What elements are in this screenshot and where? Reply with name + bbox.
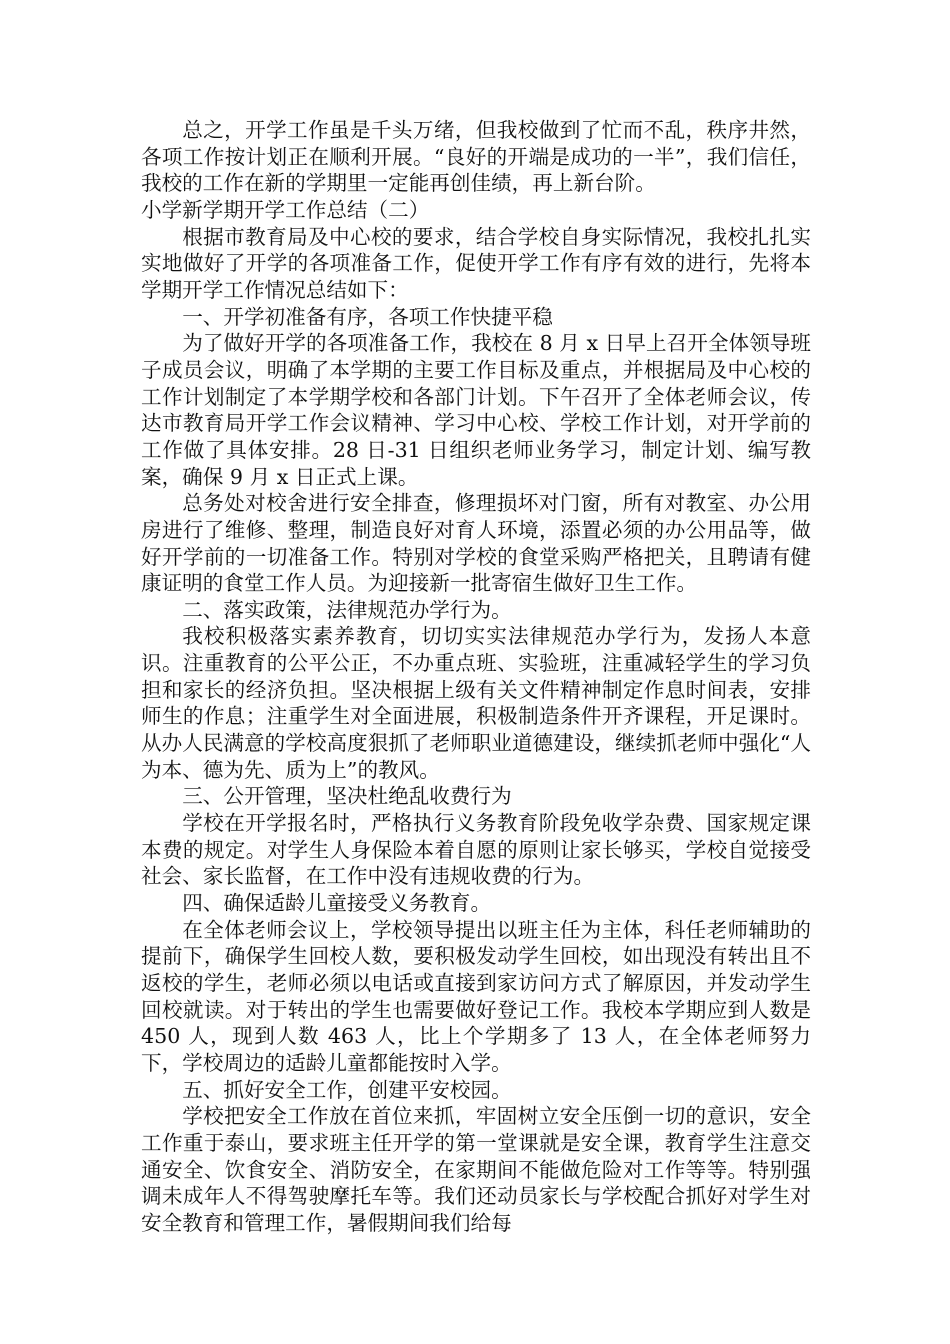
heading-2: 二、落实政策，法律规范办学行为。 <box>182 597 512 622</box>
heading-1: 一、开学初准备有序，各项工作快捷平稳 <box>182 304 553 329</box>
heading-3: 三、公开管理，坚决杜绝乱收费行为 <box>182 784 512 809</box>
paragraph-preparation: 为了做好开学的各项准备工作，我校在 8 月 x 日早上召开全体领导班子成员会议，明确了本学期的主要工作目标及重点，并根据局及中心校的工作计划制定了本学期学校和各部门计划。下午召开了全体老师会议，传达市教育局开学工作会议精神、学习中心校、学校工作计划，对开学前的工作做了具体安排。28 日-31 日组织老师业务学习，制定计划、编写教案，确保 9 月 x 日正式上课。 <box>141 331 811 489</box>
section-title: 小学新学期开学工作总结（二） <box>141 197 430 222</box>
paragraph-enrollment: 在全体老师会议上，学校领导提出以班主任为主体，科任老师辅助的提前下，确保学生回校人数，要积极发动学生回校，如出现没有转出且不返校的学生，老师必须以电话或直接到家访问方式了解原因，并发动学生回校就读。对于转出的学生也需要做好登记工作。我校本学期应到人数是 450 人，现到人数 463 人，比上个学期多了 13 人，在全体老师努力下，学校周边的适龄儿童都能按时入学。 <box>141 917 811 1075</box>
paragraph-fees: 学校在开学报名时，严格执行义务教育阶段免收学杂费、国家规定课本费的规定。对学生人身保险本着自愿的原则让家长够买，学校自觉接受社会、家长监督，在工作中没有违规收费的行为。 <box>141 811 811 889</box>
document-page <box>141 117 811 1237</box>
heading-4: 四、确保适龄儿童接受义务教育。 <box>182 891 492 916</box>
heading-5: 五、抓好安全工作，创建平安校园。 <box>182 1077 512 1102</box>
paragraph-safety: 学校把安全工作放在首位来抓，牢固树立安全压倒一切的意识，安全工作重于泰山，要求班主任开学的第一堂课就是安全课，教育学生注意交通安全、饮食安全、消防安全，在家期间不能做危险对工作等等。特别强调未成年人不得驾驶摩托车等。我们还动员家长与学校配合抓好对学生对安全教育和管理工作，暑假期间我们给每 <box>141 1104 811 1235</box>
paragraph-facilities: 总务处对校舍进行安全排查，修理损坏对门窗，所有对教室、办公用房进行了维修、整理，制造良好对育人环境，添置必须的办公用品等，做好开学前的一切准备工作。特别对学校的食堂采购严格把关，且聘请有健康证明的食堂工作人员。为迎接新一批寄宿生做好卫生工作。 <box>141 491 811 596</box>
paragraph-policy: 我校积极落实素养教育，切切实实法律规范办学行为，发扬人本意识。注重教育的公平公正，不办重点班、实验班，注重减轻学生的学习负担和家长的经济负担。坚决根据上级有关文件精神制定作息时间表，安排师生的作息；注重学生对全面进展，积极制造条件开齐课程，开足课时。从办人民满意的学校高度狠抓了老师职业道德建设，继续抓老师中强化“人为本、德为先、质为上”的教风。 <box>141 624 811 782</box>
paragraph-summary: 总之，开学工作虽是千头万绪，但我校做到了忙而不乱，秩序井然，各项工作按计划正在顺利开展。“良好的开端是成功的一半”，我们信任，我校的工作在新的学期里一定能再创佳绩，再上新台阶。 <box>141 118 811 196</box>
paragraph-intro: 根据市教育局及中心校的要求，结合学校自身实际情况，我校扎扎实实地做好了开学的各项准备工作，促使开学工作有序有效的进行，先将本学期开学工作情况总结如下： <box>141 224 811 302</box>
